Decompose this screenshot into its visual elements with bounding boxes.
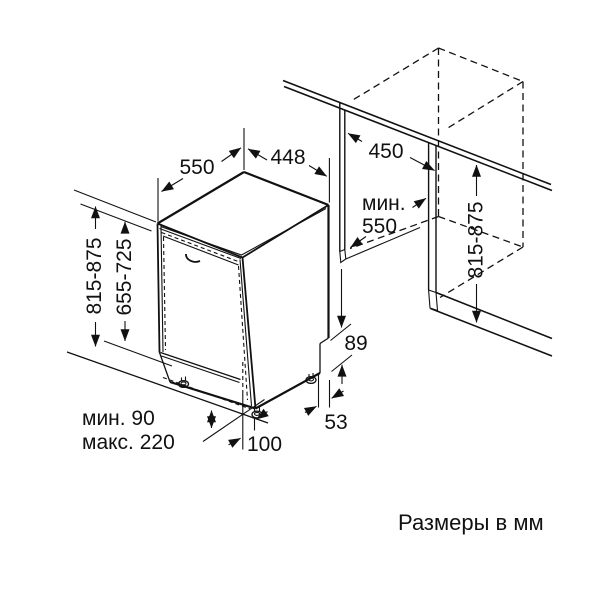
dim-top-depth-label: 550	[179, 156, 215, 179]
dim-niche-height	[465, 165, 488, 323]
dim-niche-height-label: 815-875	[464, 201, 488, 279]
dim-niche-width	[348, 133, 435, 170]
units-note: Размеры в мм	[398, 510, 544, 535]
dim-top-depth	[158, 128, 244, 222]
dim-niche-depth	[351, 192, 427, 248]
floor-lines-right	[431, 293, 553, 357]
dim-niche-depth-prefix: мин.	[362, 192, 406, 215]
dim-niche-depth-value: 550	[362, 215, 398, 238]
door-handle	[186, 254, 200, 262]
dim-appliance-height-label: 815-875	[83, 237, 106, 315]
dim-niche-width-label: 450	[368, 140, 404, 163]
dim-rear-clearance	[331, 269, 368, 384]
dim-door-height-label: 655-725	[113, 238, 136, 316]
dim-rear-foot-offset-label: 53	[324, 411, 348, 434]
dim-front-foot-offset-label: 100	[246, 433, 283, 456]
dim-left-heights	[67, 190, 268, 423]
cabinet-side-wall	[340, 103, 420, 263]
dim-top-width-label: 448	[270, 146, 306, 169]
dim-plinth-min-label: мин. 90	[82, 407, 155, 430]
dim-top-width	[248, 146, 329, 203]
adjustable-foot-right	[306, 373, 316, 383]
dim-plinth-max-label: макс. 220	[82, 431, 175, 454]
dim-rear-clearance-label: 89	[344, 332, 368, 355]
dishwasher-drawing	[158, 172, 329, 418]
dim-plinth-height	[82, 400, 265, 455]
